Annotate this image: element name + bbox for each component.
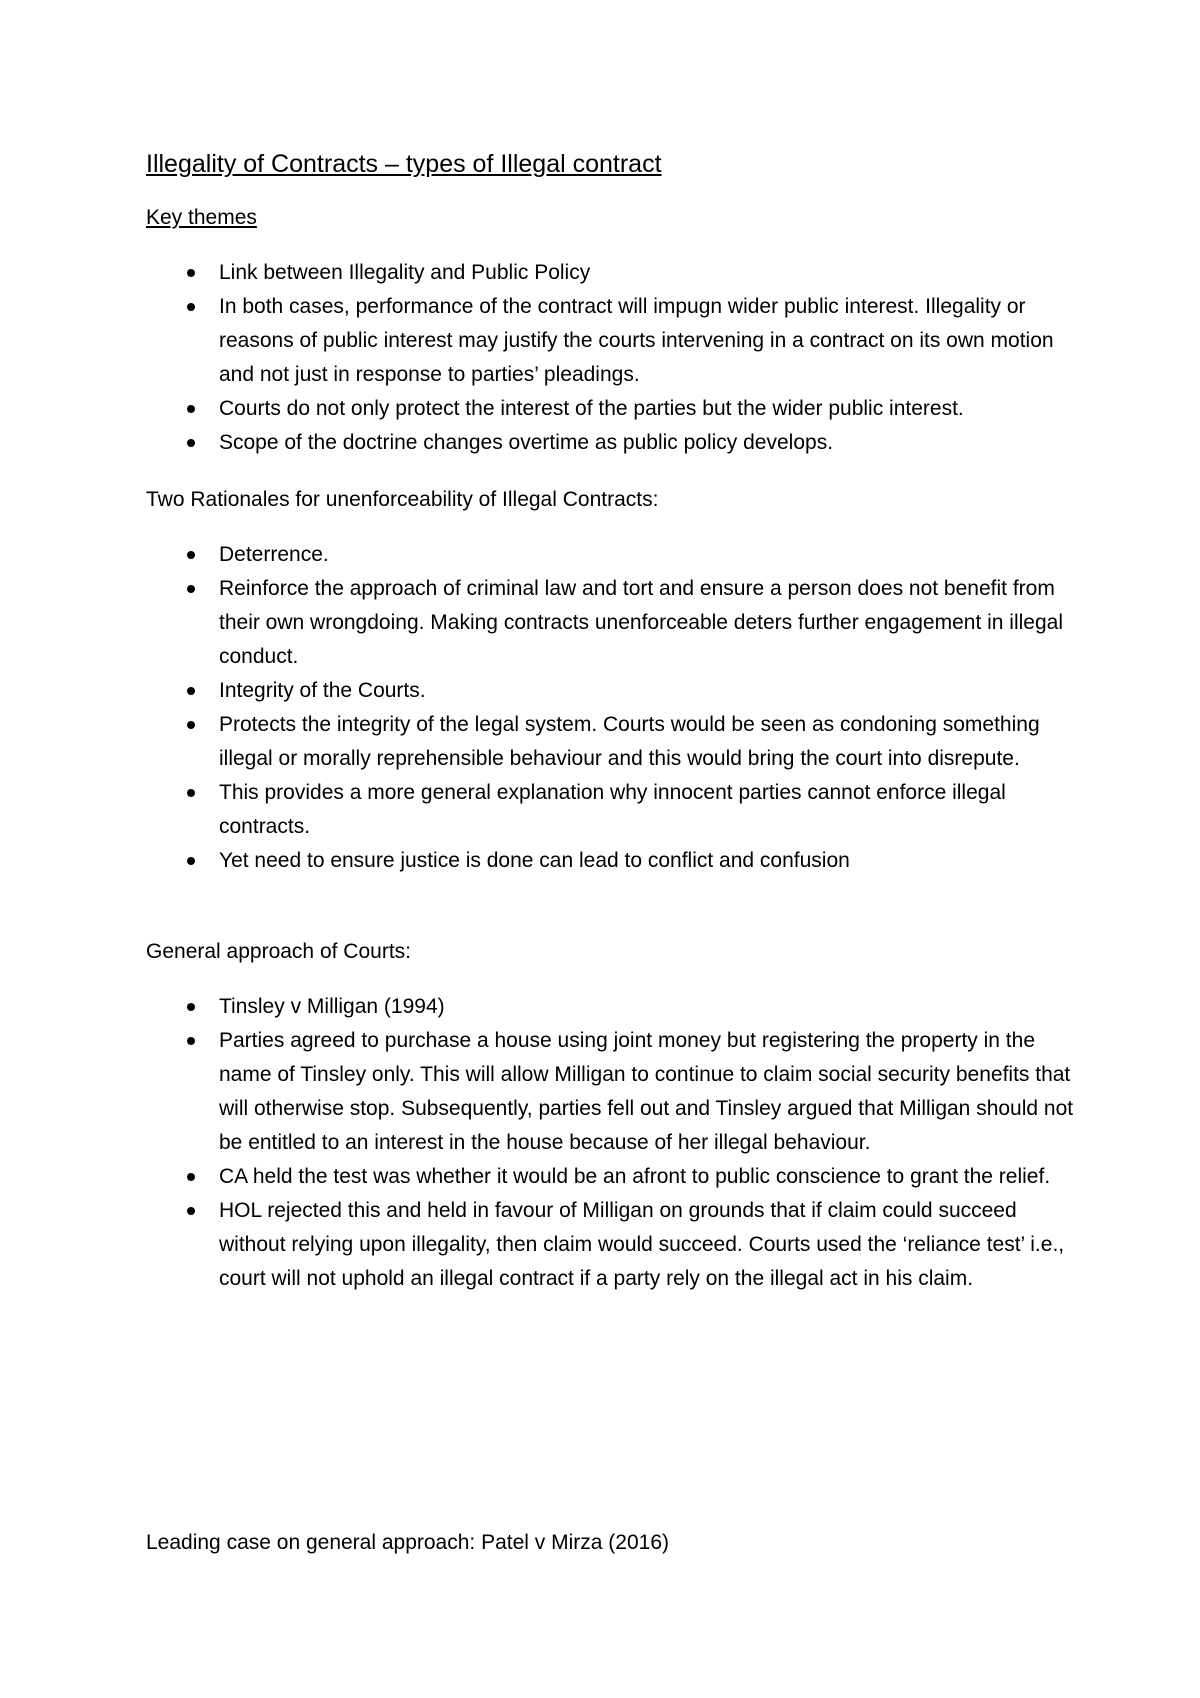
list-item	[146, 392, 1086, 426]
list-item	[146, 1024, 1086, 1160]
list-item	[146, 1194, 1086, 1296]
list-item-text: Integrity of the Courts.	[219, 679, 426, 702]
list-item	[146, 256, 1086, 290]
list-item-text: Link between Illegality and Public Policy	[219, 261, 591, 284]
list-item-text: CA held the test was whether it would be an afront to public conscience to grant the relief.	[219, 1165, 1051, 1188]
list-item-text: In both cases, performance of the contract will impugn wider public interest. Illegality or reasons of public interest may justify the courts intervening in a contract on its own motion and not just in response to parties’ pleadings.	[219, 295, 1054, 386]
section-heading-rationales: Two Rationales for unenforceability of Illegal Contracts:	[146, 488, 659, 511]
list-item-text: Courts do not only protect the interest of the parties but the wider public interest.	[219, 397, 964, 420]
list-item	[146, 290, 1086, 392]
list-item-text: Deterrence.	[219, 543, 329, 566]
list-item	[146, 572, 1086, 674]
list-item	[146, 844, 1086, 878]
list-item	[146, 990, 1086, 1024]
rationales-list	[146, 538, 1086, 878]
list-item	[146, 776, 1086, 844]
section-heading-key-themes: Key themes	[146, 206, 257, 229]
list-item	[146, 538, 1086, 572]
list-item-text: Reinforce the approach of criminal law and tort and ensure a person does not benefit from their own wrongdoing. Making contracts unenforceable deters further engagement in illegal conduct.	[219, 577, 1063, 668]
list-item-text: Protects the integrity of the legal system. Courts would be seen as condoning something illegal or morally reprehensible behaviour and this would bring the court into disrepute.	[219, 713, 1040, 770]
list-item	[146, 674, 1086, 708]
key-themes-list	[146, 256, 1086, 460]
list-item-text: Scope of the doctrine changes overtime as public policy develops.	[219, 431, 834, 454]
list-item-text: Parties agreed to purchase a house using joint money but registering the property in the name of Tinsley only. This will allow Milligan to continue to claim social security benefits that will otherwise stop. Subsequently, parties fell out and Tinsley argued that Milligan should not be entitled to an interest in the house because of her illegal behaviour.	[219, 1029, 1074, 1154]
list-item	[146, 426, 1086, 460]
list-item	[146, 708, 1086, 776]
list-item-text: HOL rejected this and held in favour of Milligan on grounds that if claim could succeed without relying upon illegality, then claim would succeed. Courts used the ‘reliance test’ i.e., court will not uphold an illegal contract if a party rely on the illegal act in his claim.	[219, 1199, 1065, 1290]
section-heading-general-approach: General approach of Courts:	[146, 940, 411, 963]
list-item-text: Yet need to ensure justice is done can lead to conflict and confusion	[219, 849, 850, 872]
document-title: Illegality of Contracts – types of Illegal contract	[146, 150, 662, 178]
list-item-text: Tinsley v Milligan (1994)	[219, 995, 445, 1018]
list-item-text: This provides a more general explanation why innocent parties cannot enforce illegal contracts.	[219, 781, 1006, 838]
leading-case-line: Leading case on general approach: Patel v Mirza (2016)	[146, 1531, 669, 1554]
general-approach-list	[146, 990, 1086, 1296]
list-item	[146, 1160, 1086, 1194]
